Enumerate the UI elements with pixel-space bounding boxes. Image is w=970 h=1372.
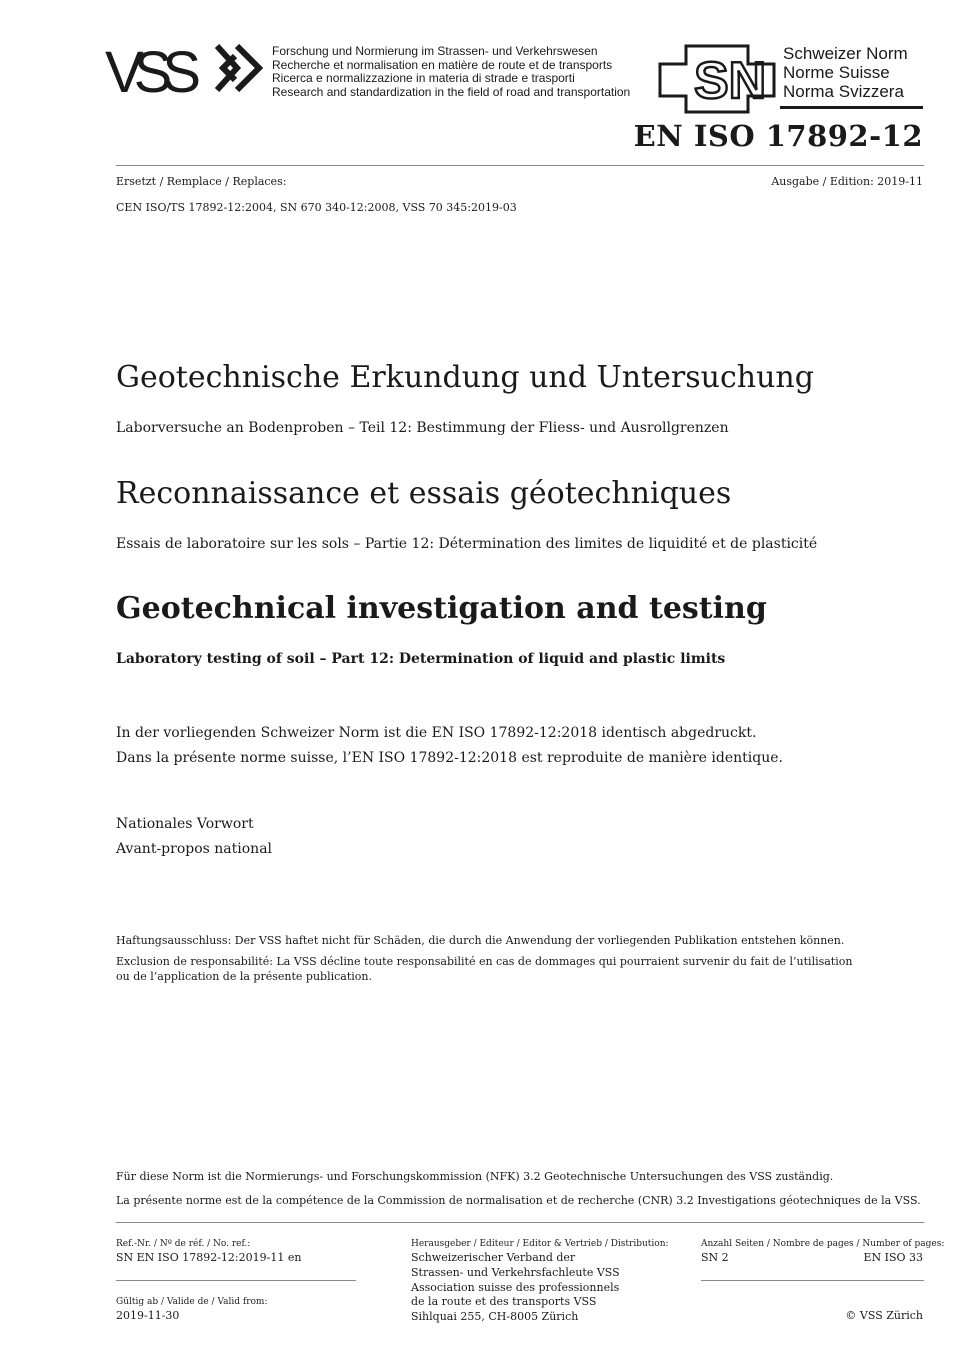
vss-description <box>272 45 630 99</box>
committee-de: Für diese Norm ist die Normierungs- und Forschungskommission (NFK) 3.2 Geotechnische Untersuchungen des VSS zuständig. <box>116 1170 834 1183</box>
vss-line-fr: Recherche et normalisation en matière de route et de transports <box>272 57 613 72</box>
committee-fr: La présente norme est de la compétence de la Commission de normalisation et de recherche (CNR) 3.2 Investigations géotechniques de la VSS. <box>116 1194 921 1207</box>
publisher-line: Association suisse des professionnels <box>411 1280 620 1294</box>
identical-note-de: In der vorliegenden Schweizer Norm ist die EN ISO 17892-12:2018 identisch abgedruckt. <box>116 725 757 741</box>
ref-divider <box>116 1280 356 1281</box>
disclaimer-de: Haftungsausschluss: Der VSS haftet nicht für Schäden, die durch die Anwendung der vorliegenden Publikation entstehen können. <box>116 934 845 947</box>
sn-line-fr: Norme Suisse <box>783 63 890 82</box>
identical-note-fr: Dans la présente norme suisse, l’EN ISO 17892-12:2018 est reproduite de manière identique. <box>116 750 783 766</box>
standard-number: EN ISO 17892-12 <box>633 119 923 153</box>
pages-en: EN ISO 33 <box>863 1251 923 1264</box>
header-divider <box>116 165 924 166</box>
swiss-cross-sn-icon <box>656 44 778 114</box>
vss-line-it: Ricerca e normalizzazione in materia di strade e trasporti <box>272 71 575 85</box>
vss-line-en: Research and standardization in the field of road and transportation <box>272 84 631 99</box>
foreword-fr: Avant-propos national <box>116 841 273 857</box>
sn-line-de: Schweizer Norm <box>783 44 908 63</box>
publisher-label: Herausgeber / Editeur / Editor & Vertrieb / Distribution: <box>411 1239 669 1249</box>
disclaimer-fr-line-1: Exclusion de responsabilité: La VSS décline toute responsabilité en cas de dommages qui pourraient survenir du fait de l’utilisation <box>116 955 853 968</box>
replaces-label: Ersetzt / Remplace / Replaces: <box>116 175 287 188</box>
title-en: Geotechnical investigation and testing <box>116 591 767 626</box>
publisher-line: de la route et des transports VSS <box>411 1295 597 1309</box>
sn-description <box>783 44 908 101</box>
sn-underline <box>780 106 923 109</box>
replaces-value: CEN ISO/TS 17892-12:2004, SN 670 340-12:2008, VSS 70 345:2019-03 <box>116 201 517 214</box>
title-fr: Reconnaissance et essais géotechniques <box>116 476 732 511</box>
publisher-line: Strassen- und Verkehrsfachleute VSS <box>411 1265 620 1279</box>
sn-line-it: Norma Svizzera <box>783 82 904 101</box>
vss-logo-text: VSS <box>105 40 205 100</box>
pages-label: Anzahl Seiten / Nombre de pages / Number of pages: <box>701 1239 945 1249</box>
publisher-address <box>411 1251 620 1325</box>
vss-logo-mark <box>105 40 265 100</box>
title-de: Geotechnische Erkundung und Untersuchung <box>116 360 814 395</box>
edition: Ausgabe / Edition: 2019-11 <box>771 175 923 188</box>
valid-value: 2019-11-30 <box>116 1309 180 1322</box>
vss-logo <box>105 40 265 100</box>
valid-label: Gültig ab / Valide de / Valid from: <box>116 1297 268 1307</box>
ref-label: Ref.-Nr. / Nº de réf. / No. ref.: <box>116 1239 251 1249</box>
subtitle-fr: Essais de laboratoire sur les sols – Partie 12: Détermination des limites de liquidité et de plasticité <box>116 536 818 552</box>
vss-line-de: Forschung und Normierung im Strassen- und Verkehrswesen <box>272 44 598 58</box>
publisher-line: Schweizerischer Verband der <box>411 1251 576 1264</box>
footer-divider <box>116 1222 924 1223</box>
ref-value: SN EN ISO 17892-12:2019-11 en <box>116 1251 302 1264</box>
sn-logo <box>656 44 778 114</box>
disclaimer-fr-line-2: ou de l’application de la présente publication. <box>116 970 372 983</box>
publisher-line: Sihlquai 255, CH-8005 Zürich <box>411 1310 579 1324</box>
foreword-de: Nationales Vorwort <box>116 816 254 832</box>
subtitle-de: Laborversuche an Bodenproben – Teil 12: Bestimmung der Fliess- und Ausrollgrenzen <box>116 420 729 436</box>
pages-divider <box>701 1280 924 1281</box>
subtitle-en: Laboratory testing of soil – Part 12: Determination of liquid and plastic limits <box>116 651 726 667</box>
sn-logo-text: SN <box>694 52 767 110</box>
pages-sn: SN 2 <box>701 1251 729 1264</box>
copyright: © VSS Zürich <box>845 1309 923 1322</box>
